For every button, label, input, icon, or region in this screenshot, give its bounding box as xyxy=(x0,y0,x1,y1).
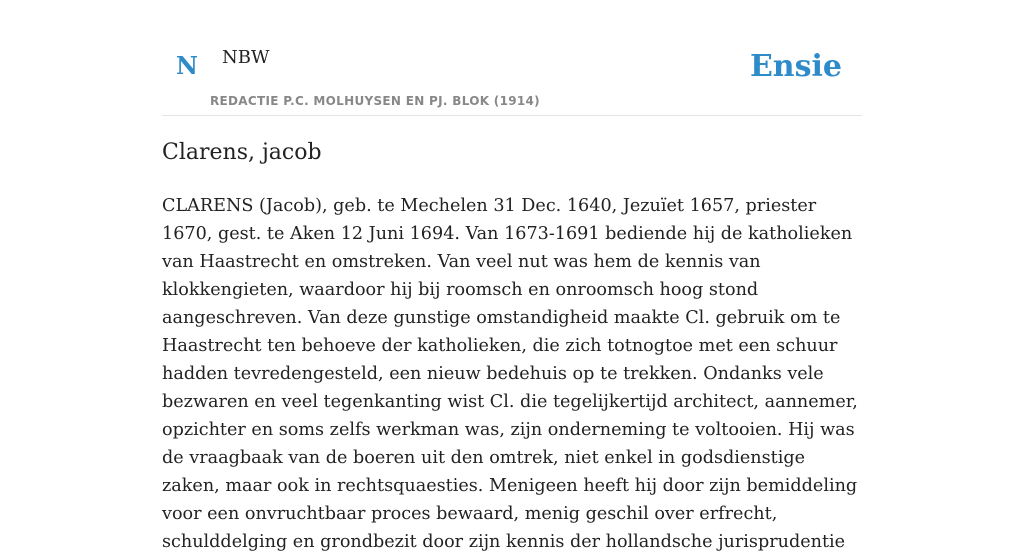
source-subtitle: REDACTIE P.C. MOLHUYSEN EN PJ. BLOK (1914) xyxy=(210,94,540,108)
header xyxy=(162,0,862,116)
brand-logo-link[interactable]: Ensie xyxy=(749,49,842,84)
source-name[interactable]: NBW xyxy=(222,47,270,68)
article-body: CLARENS (Jacob), geb. te Mechelen 31 Dec. 1640, Jezuïet 1657, priester 1670, gest. te Aken 12 Juni 1694. Van 1673-1691 bediende hij de katholieken van Haastrecht en omstreken. Van veel nut was hem de kennis van klokkengieten, waardoor hij bij roomsch en onroomsch hoog stond aangeschreven. Van deze gunstige omstandigheid maakte Cl. gebruik om te Haastrecht ten behoeve der katholieken, die zich totnogtoe met een schuur hadden tevredengesteld, een nieuw bedehuis op te trekken. Ondanks vele bezwaren en veel tegenkanting wist Cl. die tegelijkertijd architect, aannemer, opzichter en soms zelfs werkman was, zijn onderneming te voltooien. Hij was de vraagbaak van de boeren uit den omtrek, niet enkel in godsdienstige zaken, maar ook in rechtsquaesties. Menigeen heeft hij door zijn bemiddeling voor een onvruchtbaar proces bewaard, menig geschil over erfrecht, schulddelging en grondbezit door zijn kennis der hollandsche jurisprudentie xyxy=(162,196,858,552)
page-title: Clarens, jacob xyxy=(162,140,322,165)
source-logo: N xyxy=(176,51,198,80)
